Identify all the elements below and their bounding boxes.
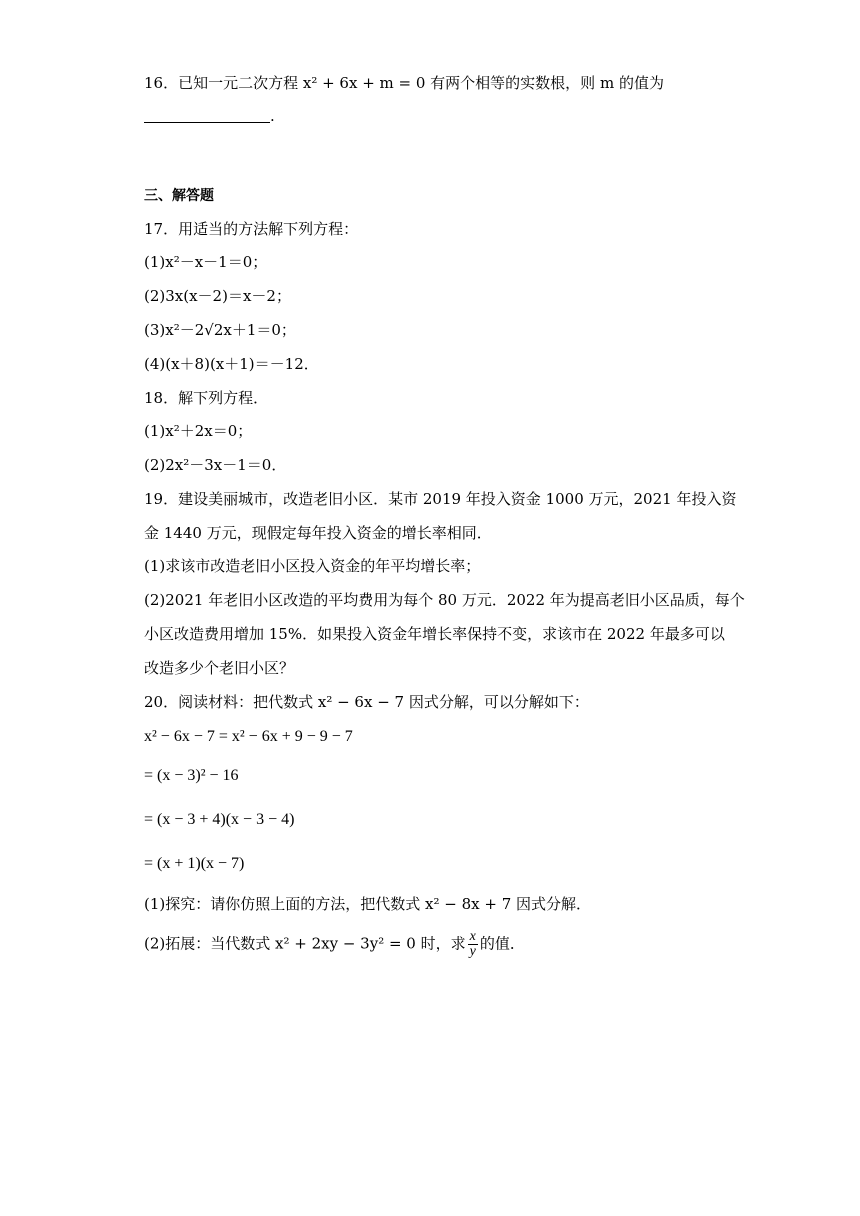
fraction-denominator: y <box>469 944 476 959</box>
question-20-part-1: (1)探究：请你仿照上面的方法，把代数式 x² − 8x + 7 因式分解． <box>144 895 592 913</box>
question-19-part-1: (1)求该市改造老旧小区投入资金的年平均增长率； <box>144 557 481 575</box>
fraction-x-over-y <box>468 930 478 959</box>
factor-step-3: = (x − 3 + 4)(x − 3 − 4) <box>144 811 295 828</box>
question-20-part-2 <box>144 930 525 959</box>
question-19-part-2-line-3: 改造多少个老旧小区？ <box>144 659 295 677</box>
question-19-line-1: 19．建设美丽城市，改造老旧小区．某市 2019 年投入资金 1000 万元，2021 年投入资 <box>144 490 737 508</box>
section-title: 三、解答题 <box>144 188 214 204</box>
question-20-part-2-suffix: 的值． <box>479 934 525 953</box>
factor-step-2: = (x − 3)² − 16 <box>144 767 239 784</box>
question-16-text: 16．已知一元二次方程 x² + 6x + m = 0 有两个相等的实数根，则 m 的值为 <box>144 74 664 92</box>
question-17-item-4: (4)(x＋8)(x＋1)＝－12． <box>144 355 319 373</box>
question-17-item-3: (3)x²－2√2x＋1＝0； <box>144 321 296 339</box>
question-17-stem: 17．用适当的方法解下列方程： <box>144 220 359 238</box>
answer-blank[interactable] <box>144 122 270 123</box>
question-18-item-1: (1)x²＋2x＝0； <box>144 422 253 440</box>
question-17-item-1: (1)x²－x－1＝0； <box>144 253 268 271</box>
question-20-part-2-prefix: (2)拓展：当代数式 x² + 2xy − 3y² = 0 时，求 <box>144 934 466 953</box>
factor-step-4: = (x + 1)(x − 7) <box>144 855 245 872</box>
question-18-item-2: (2)2x²－3x－1＝0． <box>144 456 287 474</box>
question-19-part-2-line-1: (2)2021 年老旧小区改造的平均费用为每个 80 万元．2022 年为提高老旧小区品质，每个 <box>144 591 745 609</box>
question-18-stem: 18．解下列方程． <box>144 389 269 407</box>
fraction-numerator: x <box>469 929 476 944</box>
answer-blank-period: . <box>270 107 275 125</box>
question-19-part-2-line-2: 小区改造费用增加 15%．如果投入资金年增长率保持不变，求该市在 2022 年最多可以 <box>144 625 725 643</box>
question-17-item-2: (2)3x(x－2)＝x－2； <box>144 287 291 305</box>
question-20-stem: 20．阅读材料：把代数式 x² − 6x − 7 因式分解，可以分解如下： <box>144 693 589 711</box>
factor-step-1: x² − 6x − 7 = x² − 6x + 9 − 9 − 7 <box>144 728 353 745</box>
question-19-line-2: 金 1440 万元，现假定每年投入资金的增长率相同． <box>144 524 492 542</box>
